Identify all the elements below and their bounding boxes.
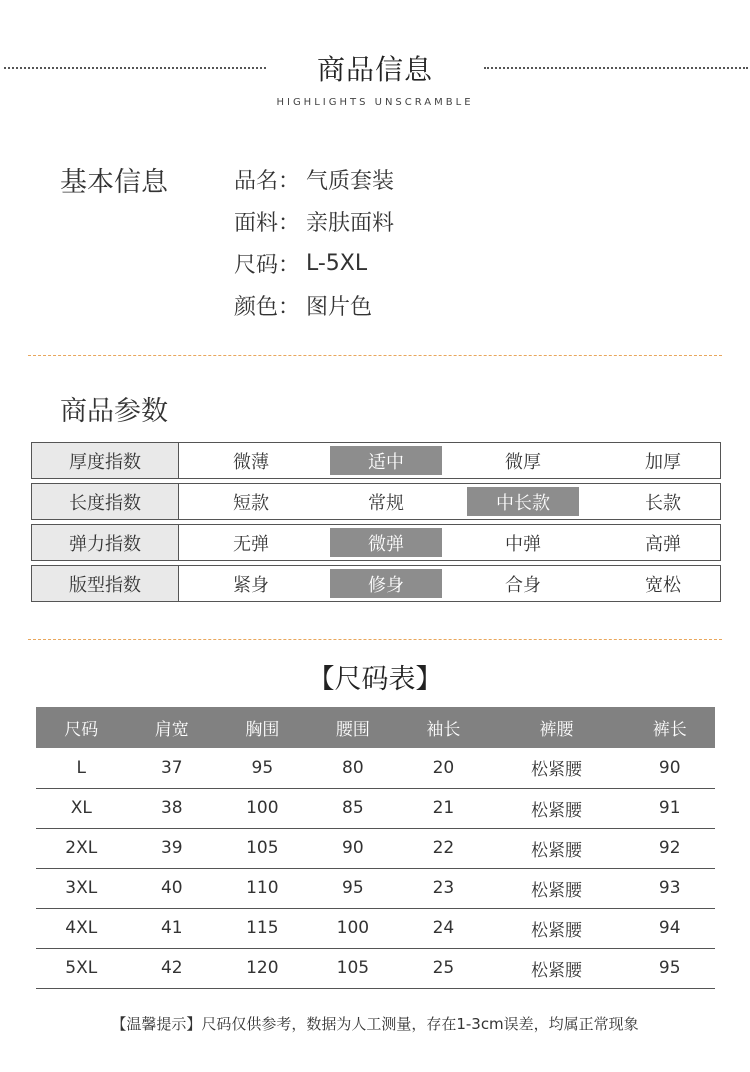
table-cell: 24 — [398, 908, 489, 948]
basic-info-key: 颜色： — [234, 294, 301, 320]
table-cell: 80 — [308, 748, 399, 788]
page-title: 商品信息 — [316, 53, 433, 86]
table-row — [36, 948, 715, 988]
param-name: 版型指数 — [32, 566, 179, 601]
table-cell: 120 — [217, 948, 308, 988]
param-option: 常规 — [368, 492, 404, 514]
param-option: 合身 — [505, 574, 541, 596]
table-cell: 38 — [127, 788, 218, 828]
table-cell: 37 — [127, 748, 218, 788]
basic-info-label: 基本信息 — [60, 167, 168, 198]
table-cell: 95 — [308, 868, 399, 908]
basic-info-value: 亲肤面料 — [306, 210, 395, 236]
param-options — [179, 525, 720, 560]
param-option: 紧身 — [233, 574, 269, 596]
size-table-header-cell: 裤腰 — [489, 707, 625, 748]
param-options — [179, 484, 720, 519]
table-cell: 20 — [398, 748, 489, 788]
size-table-header-row — [36, 707, 715, 748]
param-row — [31, 483, 721, 520]
table-cell: 松紧腰 — [489, 908, 625, 948]
table-cell: 91 — [624, 788, 715, 828]
param-options — [179, 566, 720, 601]
basic-info-key: 面料： — [234, 210, 301, 236]
table-cell: 95 — [217, 748, 308, 788]
table-cell: 95 — [624, 948, 715, 988]
param-name: 长度指数 — [32, 484, 179, 519]
table-cell: 4XL — [36, 908, 127, 948]
param-options — [179, 443, 720, 478]
table-cell: XL — [36, 788, 127, 828]
param-row — [31, 442, 721, 479]
basic-info-row — [234, 242, 394, 284]
table-cell: 3XL — [36, 868, 127, 908]
param-option: 微厚 — [505, 451, 541, 473]
table-cell: 92 — [624, 828, 715, 868]
table-cell: 40 — [127, 868, 218, 908]
table-cell: 39 — [127, 828, 218, 868]
basic-info-value: 图片色 — [306, 294, 373, 320]
param-option: 长款 — [645, 492, 681, 514]
param-option-selected: 适中 — [330, 446, 442, 475]
table-cell: 松紧腰 — [489, 828, 625, 868]
table-cell: 松紧腰 — [489, 788, 625, 828]
table-row — [36, 828, 715, 868]
param-option: 短款 — [233, 492, 269, 514]
table-cell: 85 — [308, 788, 399, 828]
param-option: 中弹 — [505, 533, 541, 555]
section-header — [0, 0, 750, 120]
basic-info-key: 尺码： — [234, 252, 301, 278]
table-cell: 松紧腰 — [489, 868, 625, 908]
table-row — [36, 748, 715, 788]
table-cell: 110 — [217, 868, 308, 908]
param-option: 微薄 — [233, 451, 269, 473]
table-cell: 115 — [217, 908, 308, 948]
basic-info-row — [234, 158, 394, 200]
param-option: 高弹 — [645, 533, 681, 555]
size-table-header-cell: 肩宽 — [127, 707, 218, 748]
table-row — [36, 908, 715, 948]
table-cell: 25 — [398, 948, 489, 988]
param-option: 无弹 — [233, 533, 269, 555]
table-cell: 41 — [127, 908, 218, 948]
size-table-header-cell: 尺码 — [36, 707, 127, 748]
param-row — [31, 524, 721, 561]
table-cell: 105 — [217, 828, 308, 868]
basic-info-row — [234, 200, 394, 242]
param-option-selected: 中长款 — [467, 487, 579, 516]
table-row — [36, 868, 715, 908]
table-cell: 松紧腰 — [489, 948, 625, 988]
basic-info-value: 气质套装 — [306, 168, 395, 194]
table-cell: 2XL — [36, 828, 127, 868]
size-table-header-cell: 袖长 — [398, 707, 489, 748]
params-title: 商品参数 — [60, 396, 168, 427]
dashed-separator — [28, 639, 722, 640]
table-cell: 21 — [398, 788, 489, 828]
table-cell: L — [36, 748, 127, 788]
size-table-title: 【尺码表】 — [307, 664, 443, 695]
table-cell: 94 — [624, 908, 715, 948]
table-cell: 23 — [398, 868, 489, 908]
size-table-header-cell: 腰围 — [308, 707, 399, 748]
table-cell: 5XL — [36, 948, 127, 988]
table-row — [36, 788, 715, 828]
table-cell: 93 — [624, 868, 715, 908]
param-option: 加厚 — [645, 451, 681, 473]
param-option: 宽松 — [645, 574, 681, 596]
param-option-selected: 微弹 — [330, 528, 442, 557]
size-table-header-cell: 裤长 — [624, 707, 715, 748]
tip-text: 【温馨提示】尺码仅供参考，数据为人工测量，存在1-3cm误差，均属正常现象 — [111, 1015, 639, 1033]
param-name: 厚度指数 — [32, 443, 179, 478]
param-option-selected: 修身 — [330, 569, 442, 598]
page-subtitle: HIGHLIGHTS UNSCRAMBLE — [276, 97, 474, 108]
table-cell: 90 — [624, 748, 715, 788]
basic-info-value: L-5XL — [306, 250, 368, 276]
table-cell: 100 — [308, 908, 399, 948]
dotted-divider-right — [484, 67, 748, 69]
size-table — [36, 707, 715, 989]
table-cell: 22 — [398, 828, 489, 868]
param-row — [31, 565, 721, 602]
size-table-header-cell: 胸围 — [217, 707, 308, 748]
table-cell: 105 — [308, 948, 399, 988]
table-cell: 松紧腰 — [489, 748, 625, 788]
basic-info-key: 品名： — [234, 168, 301, 194]
basic-info-list — [234, 158, 394, 326]
basic-info-row — [234, 284, 394, 326]
param-name: 弹力指数 — [32, 525, 179, 560]
dashed-separator — [28, 355, 722, 356]
table-cell: 100 — [217, 788, 308, 828]
table-cell: 90 — [308, 828, 399, 868]
table-cell: 42 — [127, 948, 218, 988]
